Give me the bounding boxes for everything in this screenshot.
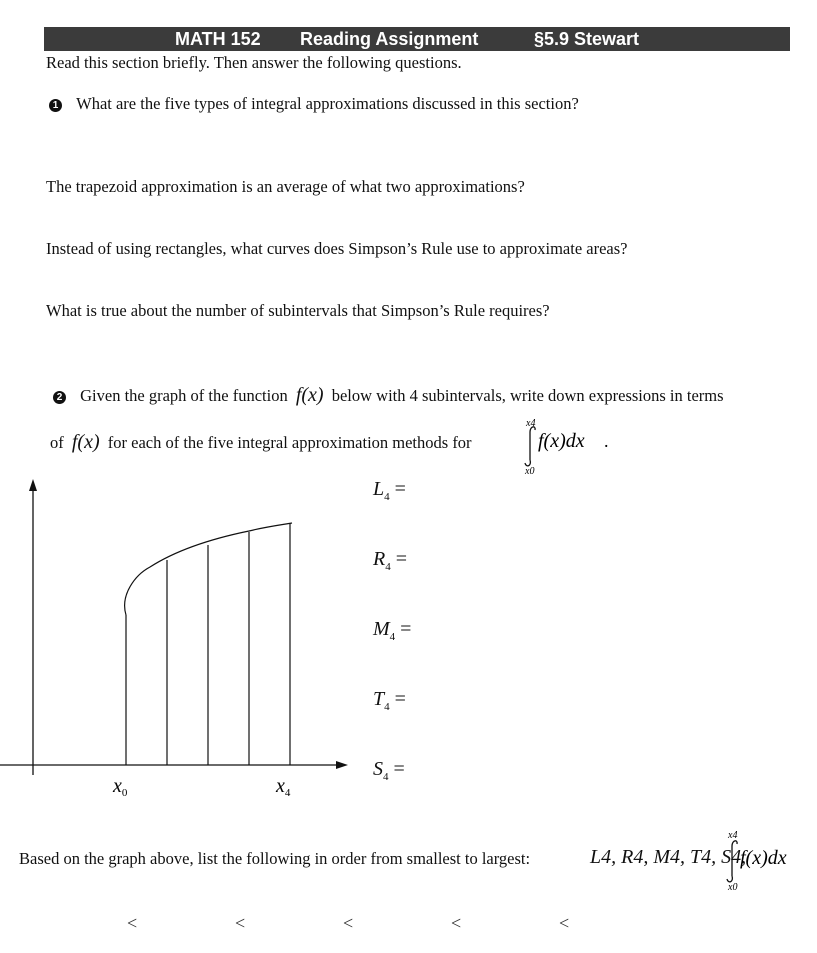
bullet-2-icon: 2 [53, 391, 66, 404]
course-code: MATH 152 [175, 29, 261, 49]
question-3: Instead of using rectangles, what curves does Simpson’s Rule use to approximate areas? [46, 239, 628, 258]
less-than-4: < [451, 913, 462, 933]
approx-S4: $S_4$ = [373, 758, 405, 783]
ordering-integral-lower: x0 [728, 882, 738, 893]
approx-R4: $R_4$ = [373, 548, 407, 573]
part2-line1-a: Given the graph of the function [80, 386, 288, 405]
function-fx-2: f(x) [71, 431, 100, 453]
period: . [604, 431, 609, 451]
ordering-integral-upper: x4 [728, 830, 738, 841]
less-than-5: < [559, 913, 570, 933]
x4-label: $x_4$ [276, 775, 291, 799]
question-2: The trapezoid approximation is an average of what two approximations? [46, 177, 525, 196]
approx-L4: $L_4$ = [373, 478, 406, 503]
part2-line2-a: of [50, 433, 64, 452]
ordering-items: L4, R4, M4, T4, S4, [590, 846, 747, 868]
approx-T4: $T_4$ = [373, 688, 406, 713]
integral-upper-limit: x4 [526, 418, 536, 429]
y-axis-arrow-icon [29, 479, 37, 491]
integrand: f(x)dx [538, 430, 585, 452]
ordering-integrand: f(x)dx [740, 847, 787, 869]
intro-text: Read this section briefly. Then answer the following questions. [46, 53, 462, 72]
section-reference: §5.9 Stewart [534, 29, 640, 49]
part2-line1-b: below with 4 subintervals, write down expressions in terms [331, 386, 724, 405]
less-than-2: < [235, 913, 246, 933]
question-4: What is true about the number of subintervals that Simpson’s Rule requires? [46, 301, 550, 320]
assignment-title: Reading Assignment [300, 29, 479, 49]
bullet-1-icon: 1 [49, 99, 62, 112]
integral-lower-limit: x0 [525, 466, 535, 476]
less-than-3: < [343, 913, 354, 933]
x0-label: $x_0$ [113, 775, 128, 799]
header-bar [44, 27, 790, 51]
function-graph [0, 475, 360, 805]
less-than-1: < [127, 913, 138, 933]
approx-M4: $M_4$ = [373, 618, 412, 643]
part2-line2 [50, 431, 472, 454]
question-1 [49, 94, 579, 114]
ordering-prompt: Based on the graph above, list the following in order from smallest to largest: [19, 849, 531, 868]
x-axis-arrow-icon [336, 761, 348, 769]
function-fx: f(x) [295, 384, 324, 406]
ordering-integral [722, 826, 817, 894]
part2-line2-b: for each of the five integral approximation methods for [107, 433, 472, 452]
part2-line1 [53, 384, 724, 407]
integral-symbol [520, 414, 620, 476]
question-1-text: What are the five types of integral approximations discussed in this section? [76, 94, 579, 113]
